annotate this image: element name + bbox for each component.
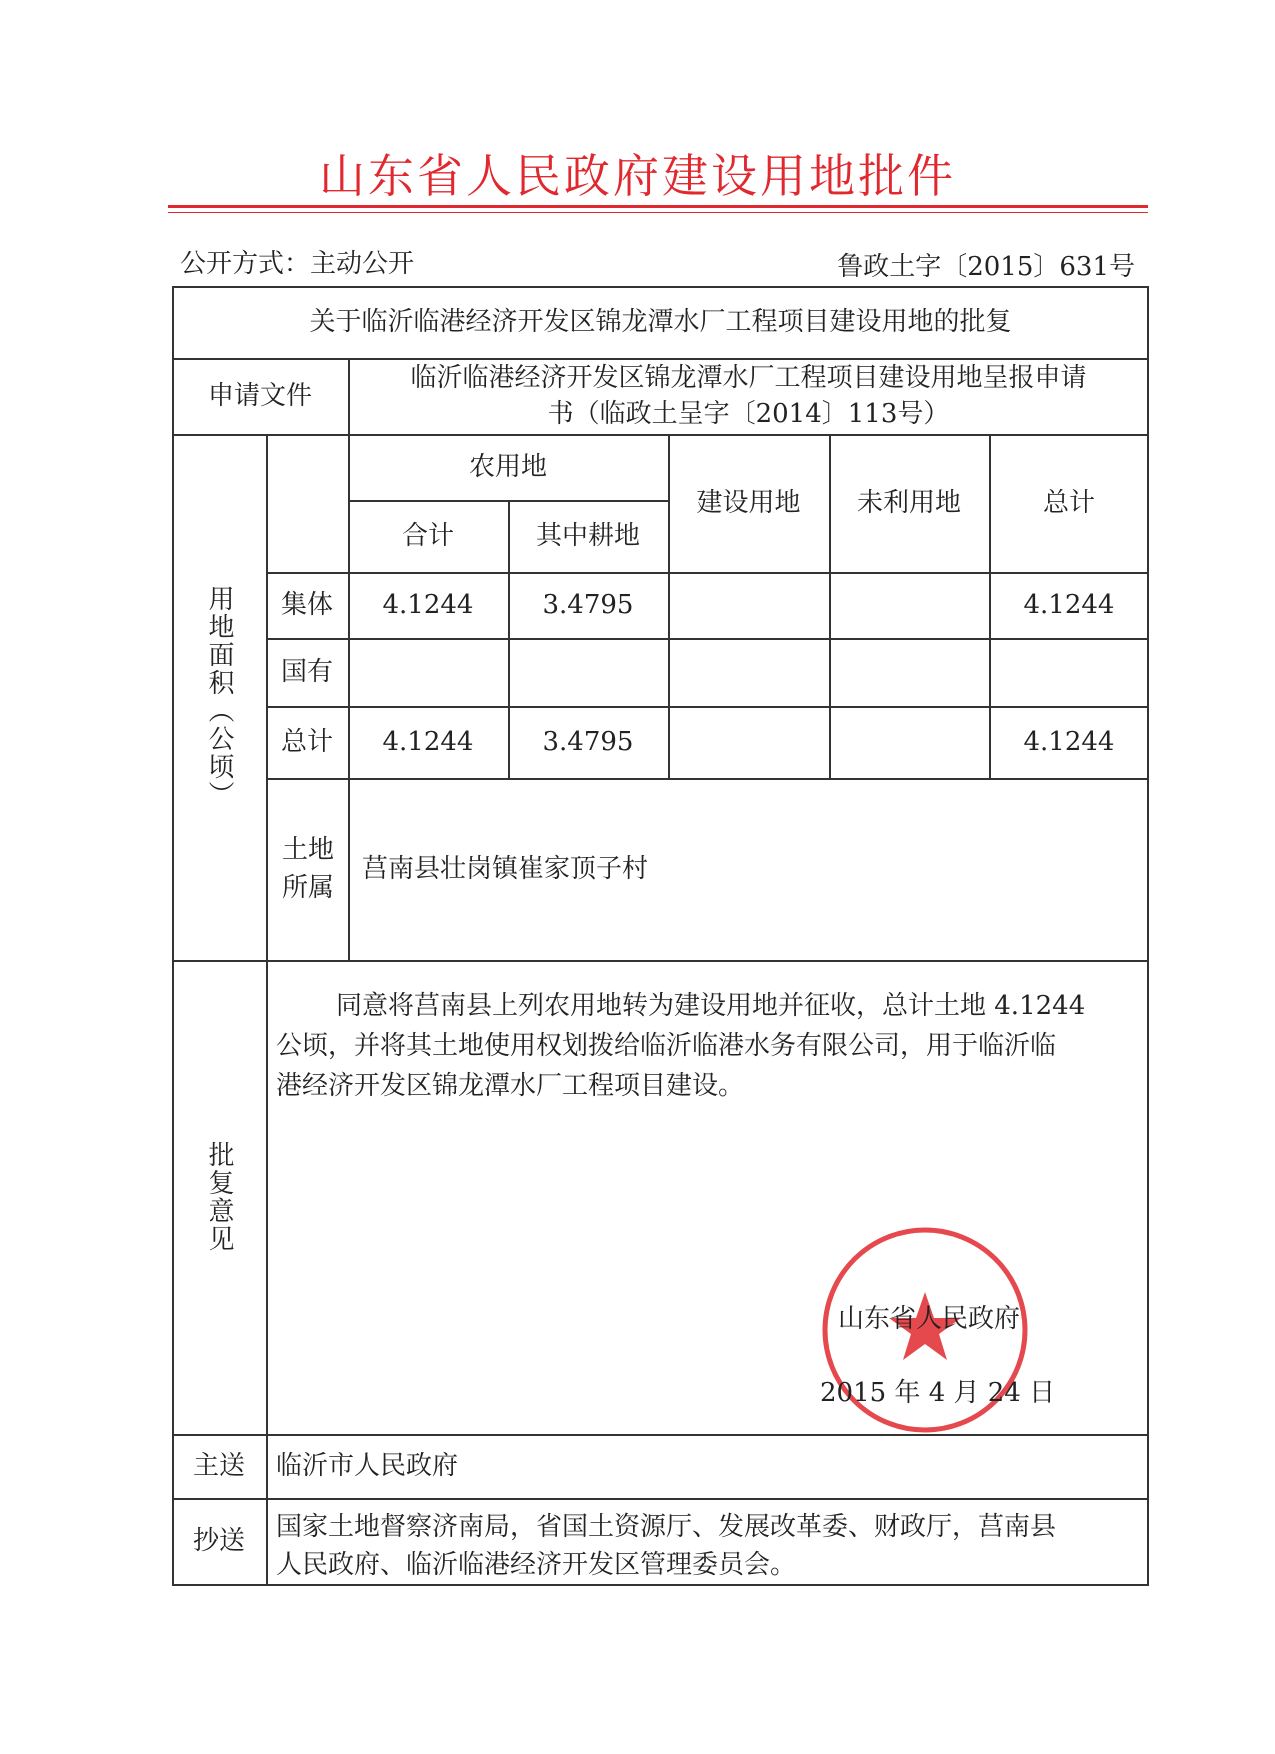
header-arable-land: 其中耕地 bbox=[535, 521, 640, 551]
header-unused-land: 未利用地 bbox=[856, 488, 961, 518]
cell-total-unused bbox=[829, 706, 989, 778]
cell-collective-total: 4.1244 bbox=[1023, 590, 1115, 620]
application-label: 申请文件 bbox=[207, 381, 312, 411]
application-document bbox=[350, 358, 1147, 434]
row-label-collective: 集体 bbox=[280, 590, 333, 620]
cell-total-arable: 3.4795 bbox=[542, 727, 634, 757]
cell-collective-construction bbox=[668, 572, 829, 638]
row-label-total: 总计 bbox=[280, 727, 333, 757]
cc-label: 抄送 bbox=[192, 1526, 245, 1556]
cc-recipients bbox=[276, 1508, 1138, 1584]
approval-line2: 公顷，并将其土地使用权划拨给临沂临港水务有限公司，用于临沂临 bbox=[276, 1031, 1057, 1061]
cell-total-construction bbox=[668, 706, 829, 778]
subject-title: 关于临沂临港经济开发区锦龙潭水厂工程项目建设用地的批复 bbox=[309, 307, 1012, 337]
document-number: 鲁政土字〔2015〕631号 bbox=[837, 252, 1135, 282]
cell-collective-agri-total: 4.1244 bbox=[382, 590, 474, 620]
land-area-section-label: 用地面积（公顷） bbox=[204, 585, 234, 809]
title-rule-thick bbox=[168, 205, 1148, 208]
header-agri-subtotal: 合计 bbox=[401, 521, 454, 551]
title-rule-thin bbox=[168, 212, 1148, 213]
cell-state-total bbox=[989, 638, 1149, 706]
approval-line3: 港经济开发区锦龙潭水厂工程项目建设。 bbox=[276, 1071, 745, 1101]
main-recipient-label: 主送 bbox=[192, 1451, 245, 1481]
cell-collective-arable: 3.4795 bbox=[542, 590, 634, 620]
cell-collective-unused bbox=[829, 572, 989, 638]
approval-line1: 同意将莒南县上列农用地转为建设用地并征收，总计土地 4.1244 bbox=[336, 991, 1086, 1021]
cell-state-construction bbox=[668, 638, 829, 706]
cell-state-arable bbox=[508, 638, 668, 706]
application-text-line2: 书（临政土呈字〔2014〕113号） bbox=[547, 399, 950, 429]
header-agricultural-land: 农用地 bbox=[468, 452, 547, 482]
approval-opinion-label: 批复意见 bbox=[204, 1141, 234, 1253]
signer-name: 山东省人民政府 bbox=[838, 1304, 1021, 1334]
row-label-state-owned: 国有 bbox=[280, 657, 333, 687]
cell-total-agri-total: 4.1244 bbox=[382, 727, 474, 757]
application-text-line1: 临沂临港经济开发区锦龙潭水厂工程项目建设用地呈报申请 bbox=[410, 363, 1087, 393]
ownership-label: 土地所属 bbox=[281, 835, 334, 903]
ownership-value: 莒南县壮岗镇崔家顶子村 bbox=[362, 854, 649, 884]
cell-state-unused bbox=[829, 638, 989, 706]
document-title: 山东省人民政府建设用地批件 bbox=[319, 149, 956, 203]
cell-state-agri-total bbox=[348, 638, 508, 706]
signing-date: 2015 年 4 月 24 日 bbox=[820, 1378, 1056, 1408]
cc-line2: 人民政府、临沂临港经济开发区管理委员会。 bbox=[276, 1550, 797, 1580]
main-recipient-value: 临沂市人民政府 bbox=[276, 1451, 459, 1481]
approval-opinion-text bbox=[276, 986, 1138, 1106]
cc-line1: 国家土地督察济南局，省国土资源厅、发展改革委、财政厅，莒南县 bbox=[276, 1512, 1057, 1542]
disclosure-method: 公开方式：主动公开 bbox=[180, 249, 415, 279]
header-construction-land: 建设用地 bbox=[696, 488, 801, 518]
header-grand-total: 总计 bbox=[1042, 488, 1095, 518]
cell-total-total: 4.1244 bbox=[1023, 727, 1115, 757]
